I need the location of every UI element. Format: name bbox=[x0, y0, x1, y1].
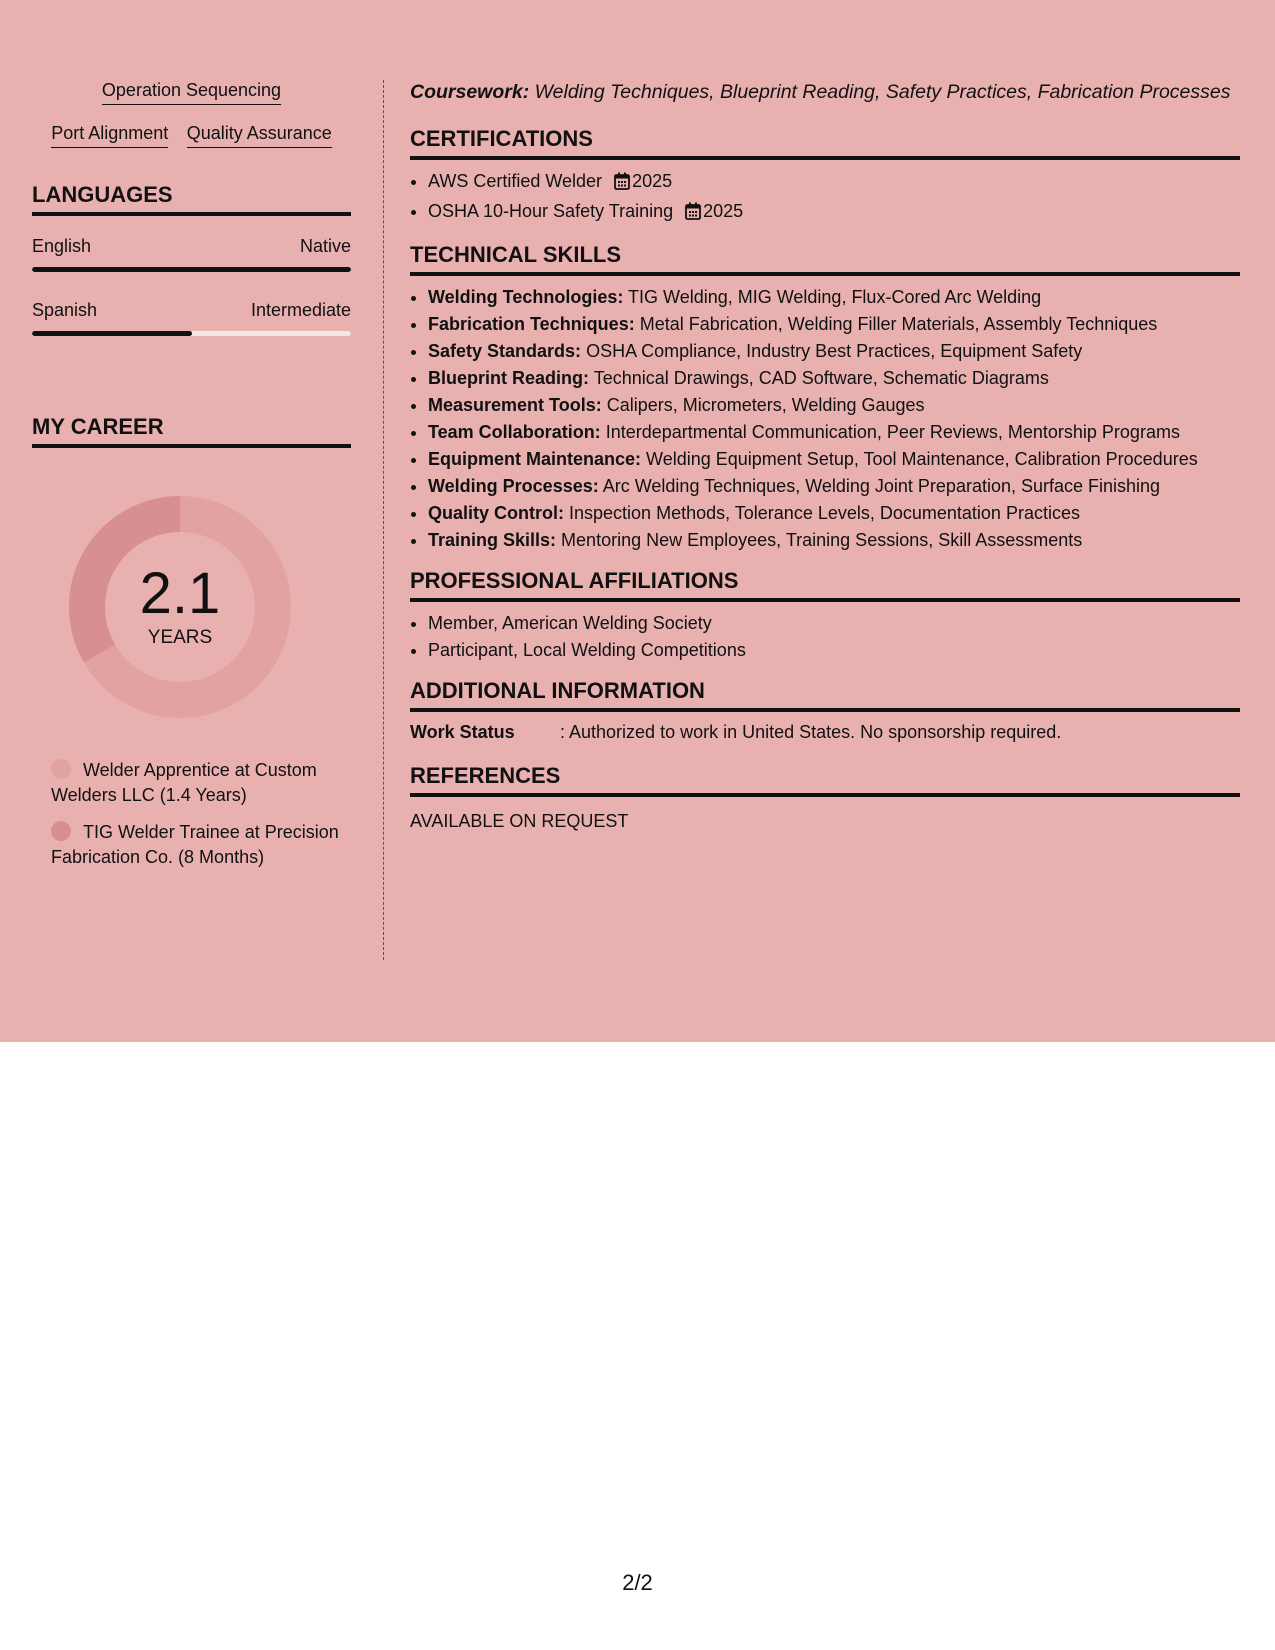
skill-text: TIG Welding, MIG Welding, Flux-Cored Arc Welding bbox=[628, 287, 1042, 307]
sidebar bbox=[32, 80, 351, 882]
affiliations-heading: PROFESSIONAL AFFILIATIONS bbox=[410, 568, 1240, 602]
certifications-heading: CERTIFICATIONS bbox=[410, 126, 1240, 160]
tag-port-alignment: Port Alignment bbox=[51, 123, 168, 148]
language-bar-fill bbox=[32, 331, 192, 336]
language-english bbox=[32, 236, 351, 272]
work-status-label: Work Status bbox=[410, 722, 515, 742]
skill-label: Quality Control: bbox=[428, 503, 564, 523]
skill-label: Welding Technologies: bbox=[428, 287, 624, 307]
skill-text: Arc Welding Techniques, Welding Joint Preparation, Surface Finishing bbox=[602, 476, 1161, 496]
language-name: Spanish bbox=[32, 300, 98, 320]
technical-skills-list bbox=[410, 284, 1240, 554]
career-total-years: 2.1 bbox=[139, 561, 221, 626]
career-total-unit: YEARS bbox=[147, 627, 213, 648]
skill-text: OSHA Compliance, Industry Best Practices, Equipment Safety bbox=[586, 341, 1083, 361]
language-level: Intermediate bbox=[250, 300, 351, 320]
column-divider bbox=[383, 80, 384, 960]
skill-tags bbox=[32, 80, 351, 148]
skill-item bbox=[428, 311, 1240, 338]
skill-item bbox=[428, 365, 1240, 392]
certification-year: 2025 bbox=[703, 201, 744, 221]
certification-item bbox=[428, 198, 1240, 228]
affiliation-item: • Member, American Welding Society bbox=[428, 610, 1240, 637]
coursework-text: Welding Techniques, Blueprint Reading, Safety Practices, Fabrication Processes bbox=[534, 81, 1231, 103]
page-number: 2/2 bbox=[622, 1570, 653, 1595]
skill-label: Measurement Tools: bbox=[428, 395, 602, 415]
affiliation-item: • Participant, Local Welding Competitions bbox=[428, 637, 1240, 664]
skill-text: Interdepartmental Communication, Peer Reviews, Mentorship Programs bbox=[605, 422, 1180, 442]
coursework bbox=[410, 80, 1240, 104]
language-spanish bbox=[32, 300, 351, 336]
skill-text: Mentoring New Employees, Training Sessions, Skill Assessments bbox=[561, 530, 1083, 550]
language-level: Native bbox=[299, 236, 351, 256]
skill-label: Equipment Maintenance: bbox=[428, 449, 642, 469]
certification-name: OSHA 10-Hour Safety Training bbox=[428, 201, 674, 221]
language-bar bbox=[32, 267, 351, 272]
references-heading: REFERENCES bbox=[410, 763, 1240, 797]
career-item-text: TIG Welder Trainee at Precision Fabrication Co. (8 Months) bbox=[51, 822, 339, 867]
tag-quality-assurance: Quality Assurance bbox=[187, 123, 332, 148]
main-column bbox=[410, 80, 1240, 832]
skill-label: Training Skills: bbox=[428, 530, 557, 550]
skill-label: Safety Standards: bbox=[428, 341, 582, 361]
skill-item bbox=[428, 392, 1240, 419]
tag-operation-sequencing: Operation Sequencing bbox=[102, 80, 281, 105]
skill-item bbox=[428, 419, 1240, 446]
coursework-label: Coursework: bbox=[410, 81, 530, 103]
technical-skills-heading: TECHNICAL SKILLS bbox=[410, 242, 1240, 276]
tag-row-2 bbox=[32, 123, 351, 148]
skill-item bbox=[428, 338, 1240, 365]
work-status-row bbox=[410, 722, 1240, 743]
skill-item bbox=[428, 500, 1240, 527]
skill-label: Welding Processes: bbox=[428, 476, 599, 496]
career-item bbox=[51, 820, 351, 870]
skill-item bbox=[428, 527, 1240, 554]
skill-label: Fabrication Techniques: bbox=[428, 314, 635, 334]
references-text: AVAILABLE ON REQUEST bbox=[410, 811, 629, 831]
career-item-text: Welder Apprentice at Custom Welders LLC (1.4 Years) bbox=[51, 760, 317, 805]
language-bar-fill bbox=[32, 267, 351, 272]
skill-label: Team Collaboration: bbox=[428, 422, 601, 442]
career-donut bbox=[65, 492, 295, 722]
skill-text: Welding Equipment Setup, Tool Maintenance, Calibration Procedures bbox=[646, 449, 1198, 469]
certification-item bbox=[428, 168, 1240, 198]
affiliations-list bbox=[410, 610, 1240, 664]
language-name: English bbox=[32, 236, 92, 256]
skill-text: Metal Fabrication, Welding Filler Materials, Assembly Techniques bbox=[639, 314, 1158, 334]
skill-text: Inspection Methods, Tolerance Levels, Documentation Practices bbox=[569, 503, 1080, 523]
skill-item bbox=[428, 284, 1240, 311]
career-item bbox=[51, 758, 351, 808]
work-status-text: : Authorized to work in United States. No sponsorship required. bbox=[560, 722, 1062, 742]
skill-text: Technical Drawings, CAD Software, Schematic Diagrams bbox=[593, 368, 1049, 388]
language-bar bbox=[32, 331, 351, 336]
skill-item bbox=[428, 446, 1240, 473]
skill-label: Blueprint Reading: bbox=[428, 368, 589, 388]
career-heading: MY CAREER bbox=[32, 414, 351, 448]
calendar-icon bbox=[685, 201, 701, 228]
skill-text: Calipers, Micrometers, Welding Gauges bbox=[606, 395, 925, 415]
career-legend bbox=[32, 758, 351, 870]
languages-heading: LANGUAGES bbox=[32, 182, 351, 216]
skill-item bbox=[428, 473, 1240, 500]
certification-year: 2025 bbox=[632, 171, 673, 191]
legend-dot bbox=[51, 821, 71, 841]
legend-dot bbox=[51, 759, 71, 779]
certification-name: AWS Certified Welder bbox=[428, 171, 603, 191]
certifications-list bbox=[410, 168, 1240, 228]
additional-info-heading: ADDITIONAL INFORMATION bbox=[410, 678, 1240, 712]
tag-row-1 bbox=[32, 80, 351, 105]
calendar-icon bbox=[614, 171, 630, 198]
donut-center-label bbox=[65, 492, 295, 722]
